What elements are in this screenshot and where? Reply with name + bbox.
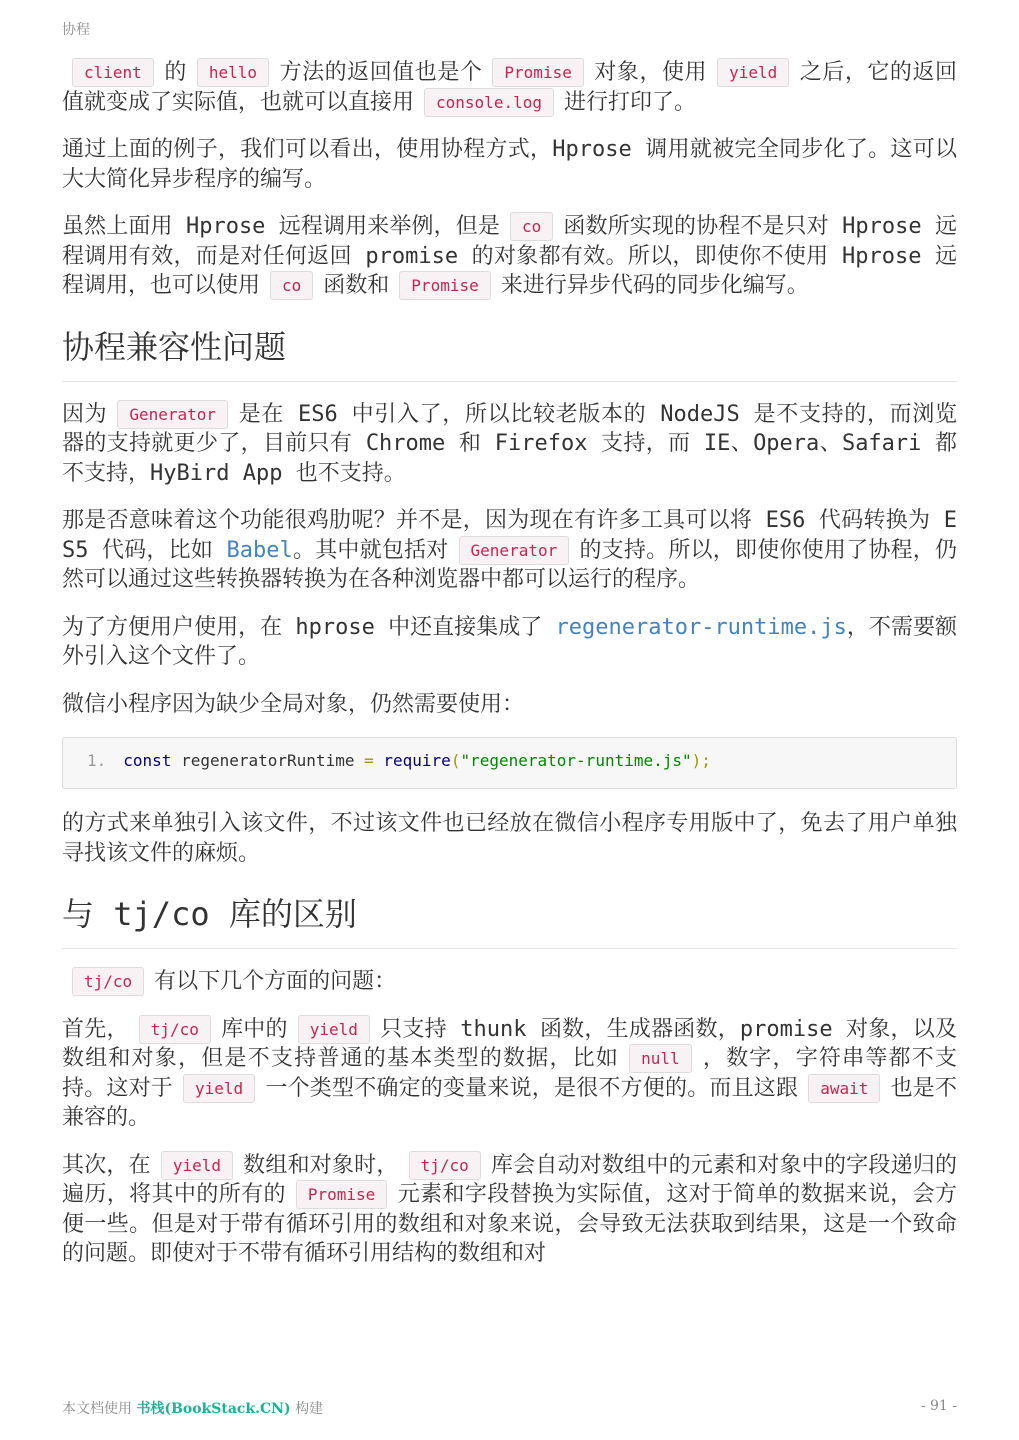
code-token: regeneratorRuntime [171, 751, 365, 770]
text-segment: 的 [163, 60, 187, 85]
inline-link[interactable]: Babel [226, 537, 293, 563]
text-segment: 函数所实现的协程不是只对 Hprose 远程调用有效，而是对任何返回 promise 的对象都有效。所以，即使你不使用 Hprose 远程调用，也可以使用 [62, 214, 957, 298]
inline-code: console.log [424, 88, 554, 117]
code-token: ); [691, 751, 711, 770]
footer-brand-link[interactable]: 书栈(BookStack.CN) [136, 1401, 291, 1417]
inline-code: tj/co [72, 967, 144, 996]
section-heading: 与 tj/co 库的区别 [62, 894, 957, 949]
paragraph [62, 506, 957, 595]
text-segment: ，不需要额外引入这个文件了。 [62, 614, 957, 669]
code-token: ( [450, 751, 461, 770]
text-segment: 因为 [62, 401, 108, 427]
footer-suffix: 构建 [295, 1401, 324, 1417]
page-footer [62, 1398, 957, 1418]
paragraph [62, 58, 957, 117]
text-segment: 函数和 [323, 273, 390, 298]
text-segment: 其次，在 [62, 1152, 151, 1178]
inline-code: null [629, 1044, 692, 1073]
inline-code: await [808, 1074, 880, 1103]
code-token [374, 751, 384, 770]
inline-code: Promise [399, 271, 490, 300]
code-token: const [123, 751, 172, 770]
text-segment: 之后，它的返回值就变成了实际值，也就可以直接用 [62, 60, 957, 115]
page-header-chapter: 协程 [62, 22, 90, 38]
text-segment: 对象，使用 [593, 60, 708, 85]
code-block [62, 737, 957, 789]
paragraph [62, 809, 957, 868]
document-content [62, 58, 957, 1287]
inline-code: client [72, 58, 154, 87]
paragraph [62, 135, 957, 194]
text-segment: 元素和字段替换为实际值，这对于简单的数据来说，会方便一些。但是对于带有循环引用的数组和对象来说，会导致无法获取到结果，这是一个致命的问题。即使对于不带有循环引用结构的数组和对 [62, 1182, 957, 1266]
section-heading: 协程兼容性问题 [62, 327, 957, 382]
text-segment: 库会自动对数组中的元素和对象中的字段递归的遍历，将其中的所有的 [62, 1152, 957, 1207]
text-segment: 只支持 thunk 函数，生成器函数，promise 对象，以及数组和对象，但是不支持普通的基本类型的数据，比如 [62, 1016, 957, 1071]
inline-code: hello [197, 58, 269, 87]
text-segment: 来进行异步代码的同步化编写。 [500, 273, 809, 298]
text-segment: 通过上面的例子，我们可以看出，使用协程方式，Hprose 调用就被完全同步化了。这可以大大简化异步程序的编写。 [62, 137, 957, 192]
paragraph [62, 690, 957, 720]
text-segment: 首先， [62, 1016, 129, 1042]
text-segment: 微信小程序因为缺少全局对象，仍然需要使用： [62, 691, 525, 717]
code-line [87, 751, 711, 770]
inline-code: co [270, 271, 313, 300]
paragraph [62, 212, 957, 301]
inline-code: Generator [459, 536, 570, 565]
inline-code: Generator [117, 400, 228, 429]
text-segment: 的支持。所以，即使你使用了协程，仍然可以通过这些转换器转换为在各种浏览器中都可以运行的程序。 [62, 537, 957, 592]
text-segment: 库中的 [220, 1016, 288, 1042]
text-segment: 虽然上面用 Hprose 远程调用来举例，但是 [62, 214, 500, 239]
text-segment: 数组和对象时， [242, 1152, 399, 1178]
code-line-number: 1. [87, 751, 107, 770]
text-segment: 一个类型不确定的变量来说，是很不方便的。而且这跟 [265, 1075, 799, 1101]
inline-code: Promise [296, 1180, 387, 1209]
text-segment: 那是否意味着这个功能很鸡肋呢？并不是，因为现在有许多工具可以将 ES6 代码转换为 ES5 代码，比如 [62, 508, 957, 563]
inline-code: yield [161, 1151, 233, 1180]
inline-code: tj/co [139, 1015, 211, 1044]
code-token: "regenerator-runtime.js" [460, 751, 692, 770]
text-segment: 的方式来单独引入该文件，不过该文件也已经放在微信小程序专用版中了，免去了用户单独寻找该文件的麻烦。 [62, 811, 957, 866]
inline-code: yield [298, 1015, 370, 1044]
paragraph [62, 1151, 957, 1269]
inline-link[interactable]: regenerator-runtime.js [555, 614, 847, 640]
text-segment: 。其中就包括对 [292, 537, 449, 563]
code-token: require [383, 751, 451, 770]
paragraph [62, 400, 957, 489]
inline-code: tj/co [409, 1151, 481, 1180]
paragraph [62, 967, 957, 997]
inline-code: yield [183, 1074, 255, 1103]
text-segment: ，数字，字符串等都不支持。这对于 [62, 1046, 957, 1101]
inline-code: co [510, 212, 553, 241]
code-token: = [364, 751, 374, 770]
text-segment: 也是不兼容的。 [62, 1075, 957, 1130]
text-segment: 有以下几个方面的问题： [154, 969, 397, 994]
text-segment: 为了方便用户使用，在 hprose 中还直接集成了 [62, 614, 556, 640]
paragraph [62, 1015, 957, 1133]
inline-code: Promise [492, 58, 583, 87]
inline-code: yield [717, 58, 789, 87]
page-number: - 91 - [920, 1398, 957, 1414]
text-segment: 方法的返回值也是个 [279, 60, 483, 85]
paragraph [62, 613, 957, 672]
footer-prefix: 本文档使用 [62, 1401, 132, 1417]
text-segment: 进行打印了。 [563, 89, 696, 115]
text-segment: 是在 ES6 中引入了，所以比较老版本的 NodeJS 是不支持的，而浏览器的支持就更少了，目前只有 Chrome 和 Firefox 支持，而 IE、Opera、Safari 都不支持，HyBird App 也不支持。 [62, 401, 957, 486]
